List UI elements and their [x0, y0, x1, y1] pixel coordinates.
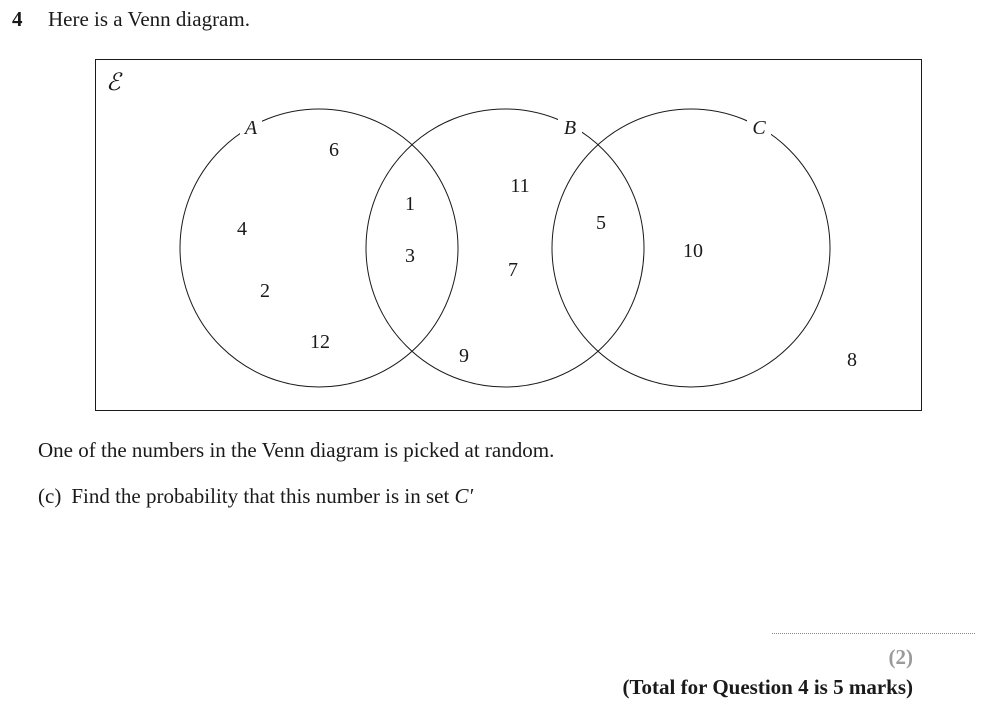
region-a-only-value: 2	[260, 280, 270, 302]
region-a-b-value: 3	[405, 245, 415, 267]
answer-line[interactable]	[772, 633, 975, 634]
region-b-c-value: 5	[596, 212, 606, 234]
part-c-text: Find the probability that this number is in set	[71, 484, 455, 508]
region-a-only-value: 12	[310, 331, 330, 353]
universal-set-symbol: ℰ	[106, 70, 121, 96]
marks-available: (2)	[888, 645, 913, 669]
question-intro: Here is a Venn diagram.	[48, 7, 250, 31]
universal-set-box	[96, 60, 922, 411]
set-c-label: C	[752, 117, 766, 139]
question-number: 4	[12, 7, 23, 31]
region-b-only-value: 9	[459, 345, 469, 367]
question-stem: One of the numbers in the Venn diagram is picked at random.	[38, 438, 555, 462]
total-marks: (Total for Question 4 is 5 marks)	[622, 675, 913, 699]
region-b-only-value: 7	[508, 259, 518, 281]
region-c-only-value: 10	[683, 240, 703, 262]
region-a-only-value: 4	[237, 218, 247, 240]
set-b-label: B	[563, 117, 577, 139]
region-a-b-value: 1	[405, 193, 415, 215]
set-a-label: A	[244, 117, 258, 139]
region-b-only-value: 11	[510, 175, 530, 197]
part-c-label: (c)	[38, 484, 62, 508]
region-outside-value: 8	[847, 349, 857, 371]
part-c-set: C′	[454, 484, 474, 508]
region-a-only-value: 6	[329, 139, 339, 161]
part-c	[38, 484, 473, 509]
